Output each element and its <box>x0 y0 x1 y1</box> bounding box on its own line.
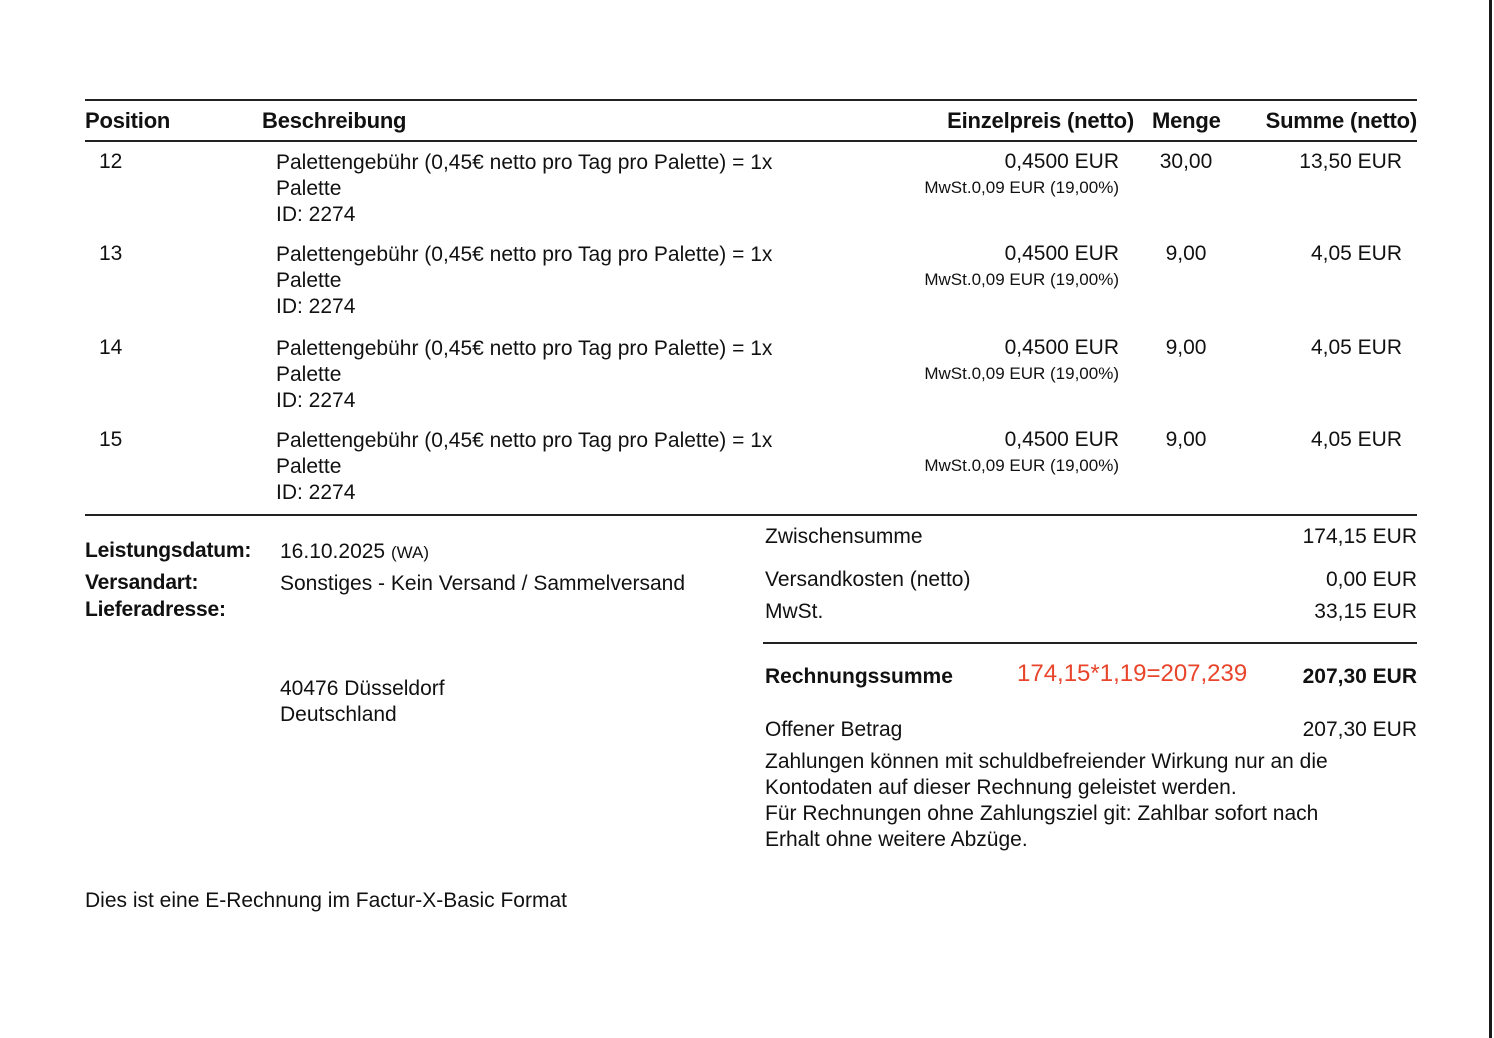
table-top-rule <box>85 99 1417 101</box>
handwritten-calculation-annotation: 174,15*1,19=207,239 <box>1017 660 1248 687</box>
table-row <box>0 150 1494 242</box>
table-bottom-rule <box>85 514 1417 516</box>
row-total: 4,05 EUR <box>1310 428 1402 451</box>
service-date-suffix: (WA) <box>390 543 430 562</box>
row-tax: MwSt.0,09 EUR (19,00%) <box>924 456 1119 475</box>
shipping-method-label: Versandart: <box>85 571 199 594</box>
shipping-method-value: Sonstiges - Kein Versand / Sammelversand <box>280 572 686 595</box>
vat-label: MwSt. <box>765 600 824 623</box>
table-row <box>0 428 1494 520</box>
delivery-address-country: Deutschland <box>280 703 397 726</box>
row-description-line: Palette <box>276 269 342 292</box>
table-header-rule <box>85 140 1417 142</box>
row-tax: MwSt.0,09 EUR (19,00%) <box>924 270 1119 289</box>
row-description-line: Palette <box>276 177 342 200</box>
row-position: 12 <box>99 150 123 173</box>
totals-rule <box>763 642 1417 644</box>
invoice-total-label: Rechnungssumme <box>765 665 953 688</box>
row-description-line: Palettengebühr (0,45€ netto pro Tag pro Palette) = 1x <box>276 151 773 174</box>
row-position: 14 <box>99 336 123 359</box>
row-description-id: ID: 2274 <box>276 295 356 318</box>
open-amount-label: Offener Betrag <box>765 718 903 741</box>
row-quantity: 9,00 <box>1165 336 1207 359</box>
row-description-line: Palettengebühr (0,45€ netto pro Tag pro Palette) = 1x <box>276 243 773 266</box>
row-description-line: Palettengebühr (0,45€ netto pro Tag pro Palette) = 1x <box>276 337 773 360</box>
open-amount-value: 207,30 EUR <box>1302 718 1417 741</box>
row-description <box>276 242 836 320</box>
row-quantity: 30,00 <box>1159 150 1213 173</box>
payment-note-line: Für Rechnungen ohne Zahlungsziel git: Zahlbar sofort nach <box>765 802 1319 825</box>
row-position: 15 <box>99 428 123 451</box>
shipping-cost-label: Versandkosten (netto) <box>765 568 971 591</box>
delivery-address-city: 40476 Düsseldorf <box>280 677 445 700</box>
row-total: 4,05 EUR <box>1310 336 1402 359</box>
row-tax: MwSt.0,09 EUR (19,00%) <box>924 364 1119 383</box>
vat-value: 33,15 EUR <box>1314 600 1417 623</box>
header-quantity: Menge <box>1152 108 1221 133</box>
header-total: Summe (netto) <box>1265 108 1417 133</box>
payment-note-line: Kontodaten auf dieser Rechnung geleistet werden. <box>765 776 1237 799</box>
shipping-cost-value: 0,00 EUR <box>1325 568 1417 591</box>
row-position: 13 <box>99 242 123 265</box>
row-description-id: ID: 2274 <box>276 203 356 226</box>
header-position: Position <box>85 108 171 133</box>
row-unit-price: 0,4500 EUR <box>1004 428 1119 451</box>
service-date: 16.10.2025 <box>280 540 386 563</box>
payment-note-line: Erhalt ohne weitere Abzüge. <box>765 828 1028 851</box>
payment-note-line: Zahlungen können mit schuldbefreiender Wirkung nur an die <box>765 750 1328 773</box>
e-invoice-footer: Dies ist eine E-Rechnung im Factur-X-Basic Format <box>85 889 567 912</box>
service-date-label: Leistungsdatum: <box>85 539 252 562</box>
row-description-line: Palette <box>276 455 342 478</box>
header-description: Beschreibung <box>262 108 407 133</box>
row-description-line: Palette <box>276 363 342 386</box>
payment-note <box>765 749 1405 853</box>
subtotal-label: Zwischensumme <box>765 525 923 548</box>
row-description-id: ID: 2274 <box>276 481 356 504</box>
row-description-line: Palettengebühr (0,45€ netto pro Tag pro Palette) = 1x <box>276 429 773 452</box>
row-description-id: ID: 2274 <box>276 389 356 412</box>
row-total: 4,05 EUR <box>1310 242 1402 265</box>
row-description <box>276 428 836 506</box>
row-unit-price: 0,4500 EUR <box>1004 150 1119 173</box>
subtotal-value: 174,15 EUR <box>1302 525 1417 548</box>
table-row <box>0 336 1494 428</box>
row-description <box>276 336 836 414</box>
delivery-address-label: Lieferadresse: <box>85 598 226 621</box>
row-unit-price: 0,4500 EUR <box>1004 336 1119 359</box>
row-total: 13,50 EUR <box>1299 150 1402 173</box>
row-tax: MwSt.0,09 EUR (19,00%) <box>924 178 1119 197</box>
row-quantity: 9,00 <box>1165 242 1207 265</box>
invoice-total-value: 207,30 EUR <box>1302 665 1417 688</box>
row-description <box>276 150 836 228</box>
table-row <box>0 242 1494 334</box>
row-quantity: 9,00 <box>1165 428 1207 451</box>
row-unit-price: 0,4500 EUR <box>1004 242 1119 265</box>
header-unit-price: Einzelpreis (netto) <box>947 108 1134 133</box>
service-date-value <box>280 540 429 564</box>
